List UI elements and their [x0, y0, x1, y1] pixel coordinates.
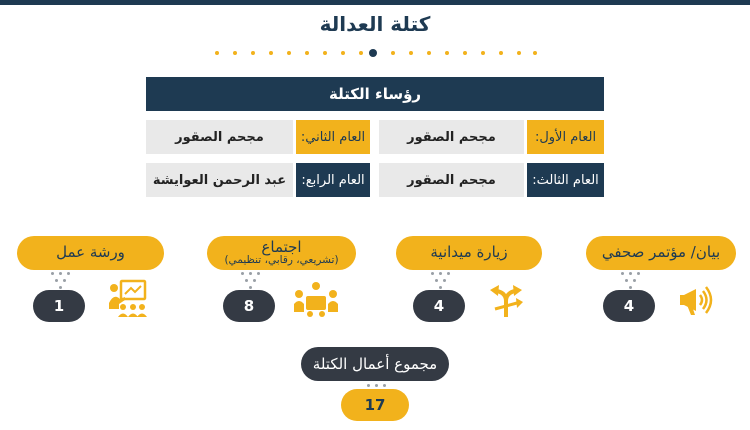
top-bar [0, 0, 750, 5]
activity-statement-count: 4 [603, 290, 655, 322]
year-3-label: العام الثالث: [527, 163, 604, 197]
total-value: 17 [341, 389, 409, 421]
activity-workshop-pill [17, 236, 164, 270]
activity-visit-label: زيارة ميدانية [430, 243, 508, 262]
page-title: كتلة العدالة [319, 12, 431, 36]
activity-meeting-pill [207, 236, 356, 270]
year-4-label: العام الرابع: [296, 163, 370, 197]
activity-statement-pill [586, 236, 736, 270]
activity-meeting-sublabel: (تشريعي، رقابي، تنظيمي) [224, 254, 339, 267]
activity-meeting-count: 8 [223, 290, 275, 322]
year-2-label: العام الثاني: [296, 120, 370, 154]
meeting-icon [293, 280, 339, 320]
workshop-icon [107, 279, 147, 319]
activity-workshop-count: 1 [33, 290, 85, 322]
title-divider [215, 49, 535, 57]
year-1-label: العام الأول: [527, 120, 604, 154]
year-1-value: مجحم الصقور [379, 120, 524, 154]
total-label: مجموع أعمال الكتلة [301, 347, 449, 381]
activity-visit-count: 4 [413, 290, 465, 322]
activity-workshop-label: ورشة عمل [56, 243, 125, 262]
directions-arrows-icon [487, 281, 525, 319]
year-4-value: عبد الرحمن العوايشة [146, 163, 293, 197]
activity-visit-pill [396, 236, 542, 270]
year-2-value: مجحم الصقور [146, 120, 293, 154]
heads-title: رؤساء الكتلة [146, 77, 604, 111]
activity-meeting-label: اجتماع [261, 237, 302, 256]
activity-statement-label: بيان/ مؤتمر صحفي [601, 243, 721, 262]
year-3-value: مجحم الصقور [379, 163, 524, 197]
megaphone-icon [678, 281, 716, 319]
